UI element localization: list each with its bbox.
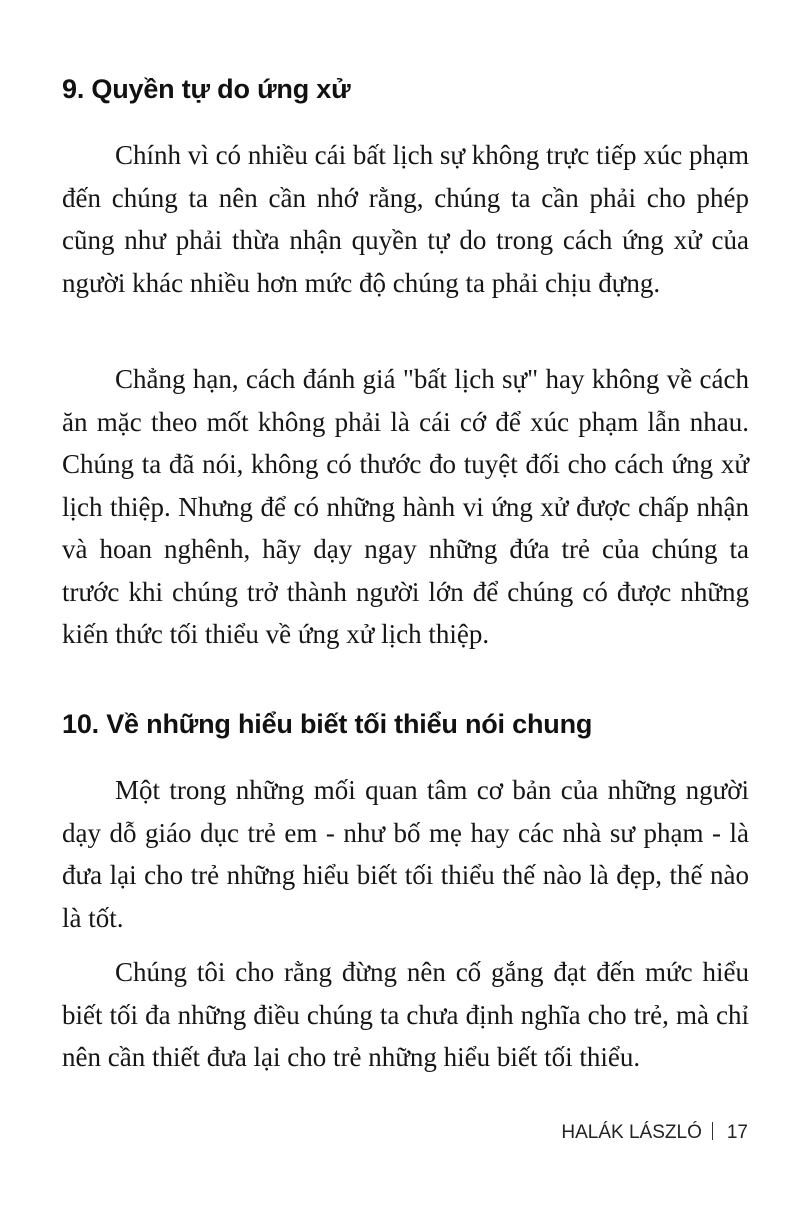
section-9-paragraph-1: Chính vì có nhiều cái bất lịch sự không trực tiếp xúc phạm đến chúng ta nên cần nhớ rằng, chúng ta cần phải cho phép cũng như phải thừa nhận quyền tự do trong cách ứng xử của người khác nhiều hơn mức độ chúng ta phải chịu đựng. (62, 140, 749, 298)
section-10-paragraph-2: Chúng tôi cho rằng đừng nên cố gắng đạt đến mức hiểu biết tối đa những điều chúng ta chưa định nghĩa cho trẻ, mà chỉ nên cần thiết đưa lại cho trẻ những hiểu biết tối thiểu. (62, 957, 749, 1072)
section-10-paragraph-1: Một trong những mối quan tâm cơ bản của những người dạy dỗ giáo dục trẻ em - như bố mẹ hay các nhà sư phạm - là đưa lại cho trẻ những hiểu biết tối thiểu thế nào là đẹp, thế nào là tốt. (62, 775, 749, 933)
footer-author: HALÁK LÁSZLÓ (561, 1122, 702, 1143)
page-footer (561, 1120, 748, 1146)
page-number: 17 (726, 1122, 748, 1143)
section-9-heading: 9. Quyền tự do ứng xử (62, 74, 351, 104)
section-9-paragraph-2: Chẳng hạn, cách đánh giá "bất lịch sự" hay không về cách ăn mặc theo mốt không phải là cái cớ để xúc phạm lẫn nhau. Chúng ta đã nói, không có thước đo tuyệt đối cho cách ứng xử lịch thiệp. Nhưng để có những hành vi ứng xử được chấp nhận và hoan nghênh, hãy dạy ngay những đứa trẻ của chúng ta trước khi chúng trở thành người lớn để chúng có được những kiến thức tối thiểu về ứng xử lịch thiệp. (62, 364, 749, 649)
section-10-heading: 10. Về những hiểu biết tối thiểu nói chung (62, 709, 593, 739)
footer-divider (712, 1122, 713, 1140)
